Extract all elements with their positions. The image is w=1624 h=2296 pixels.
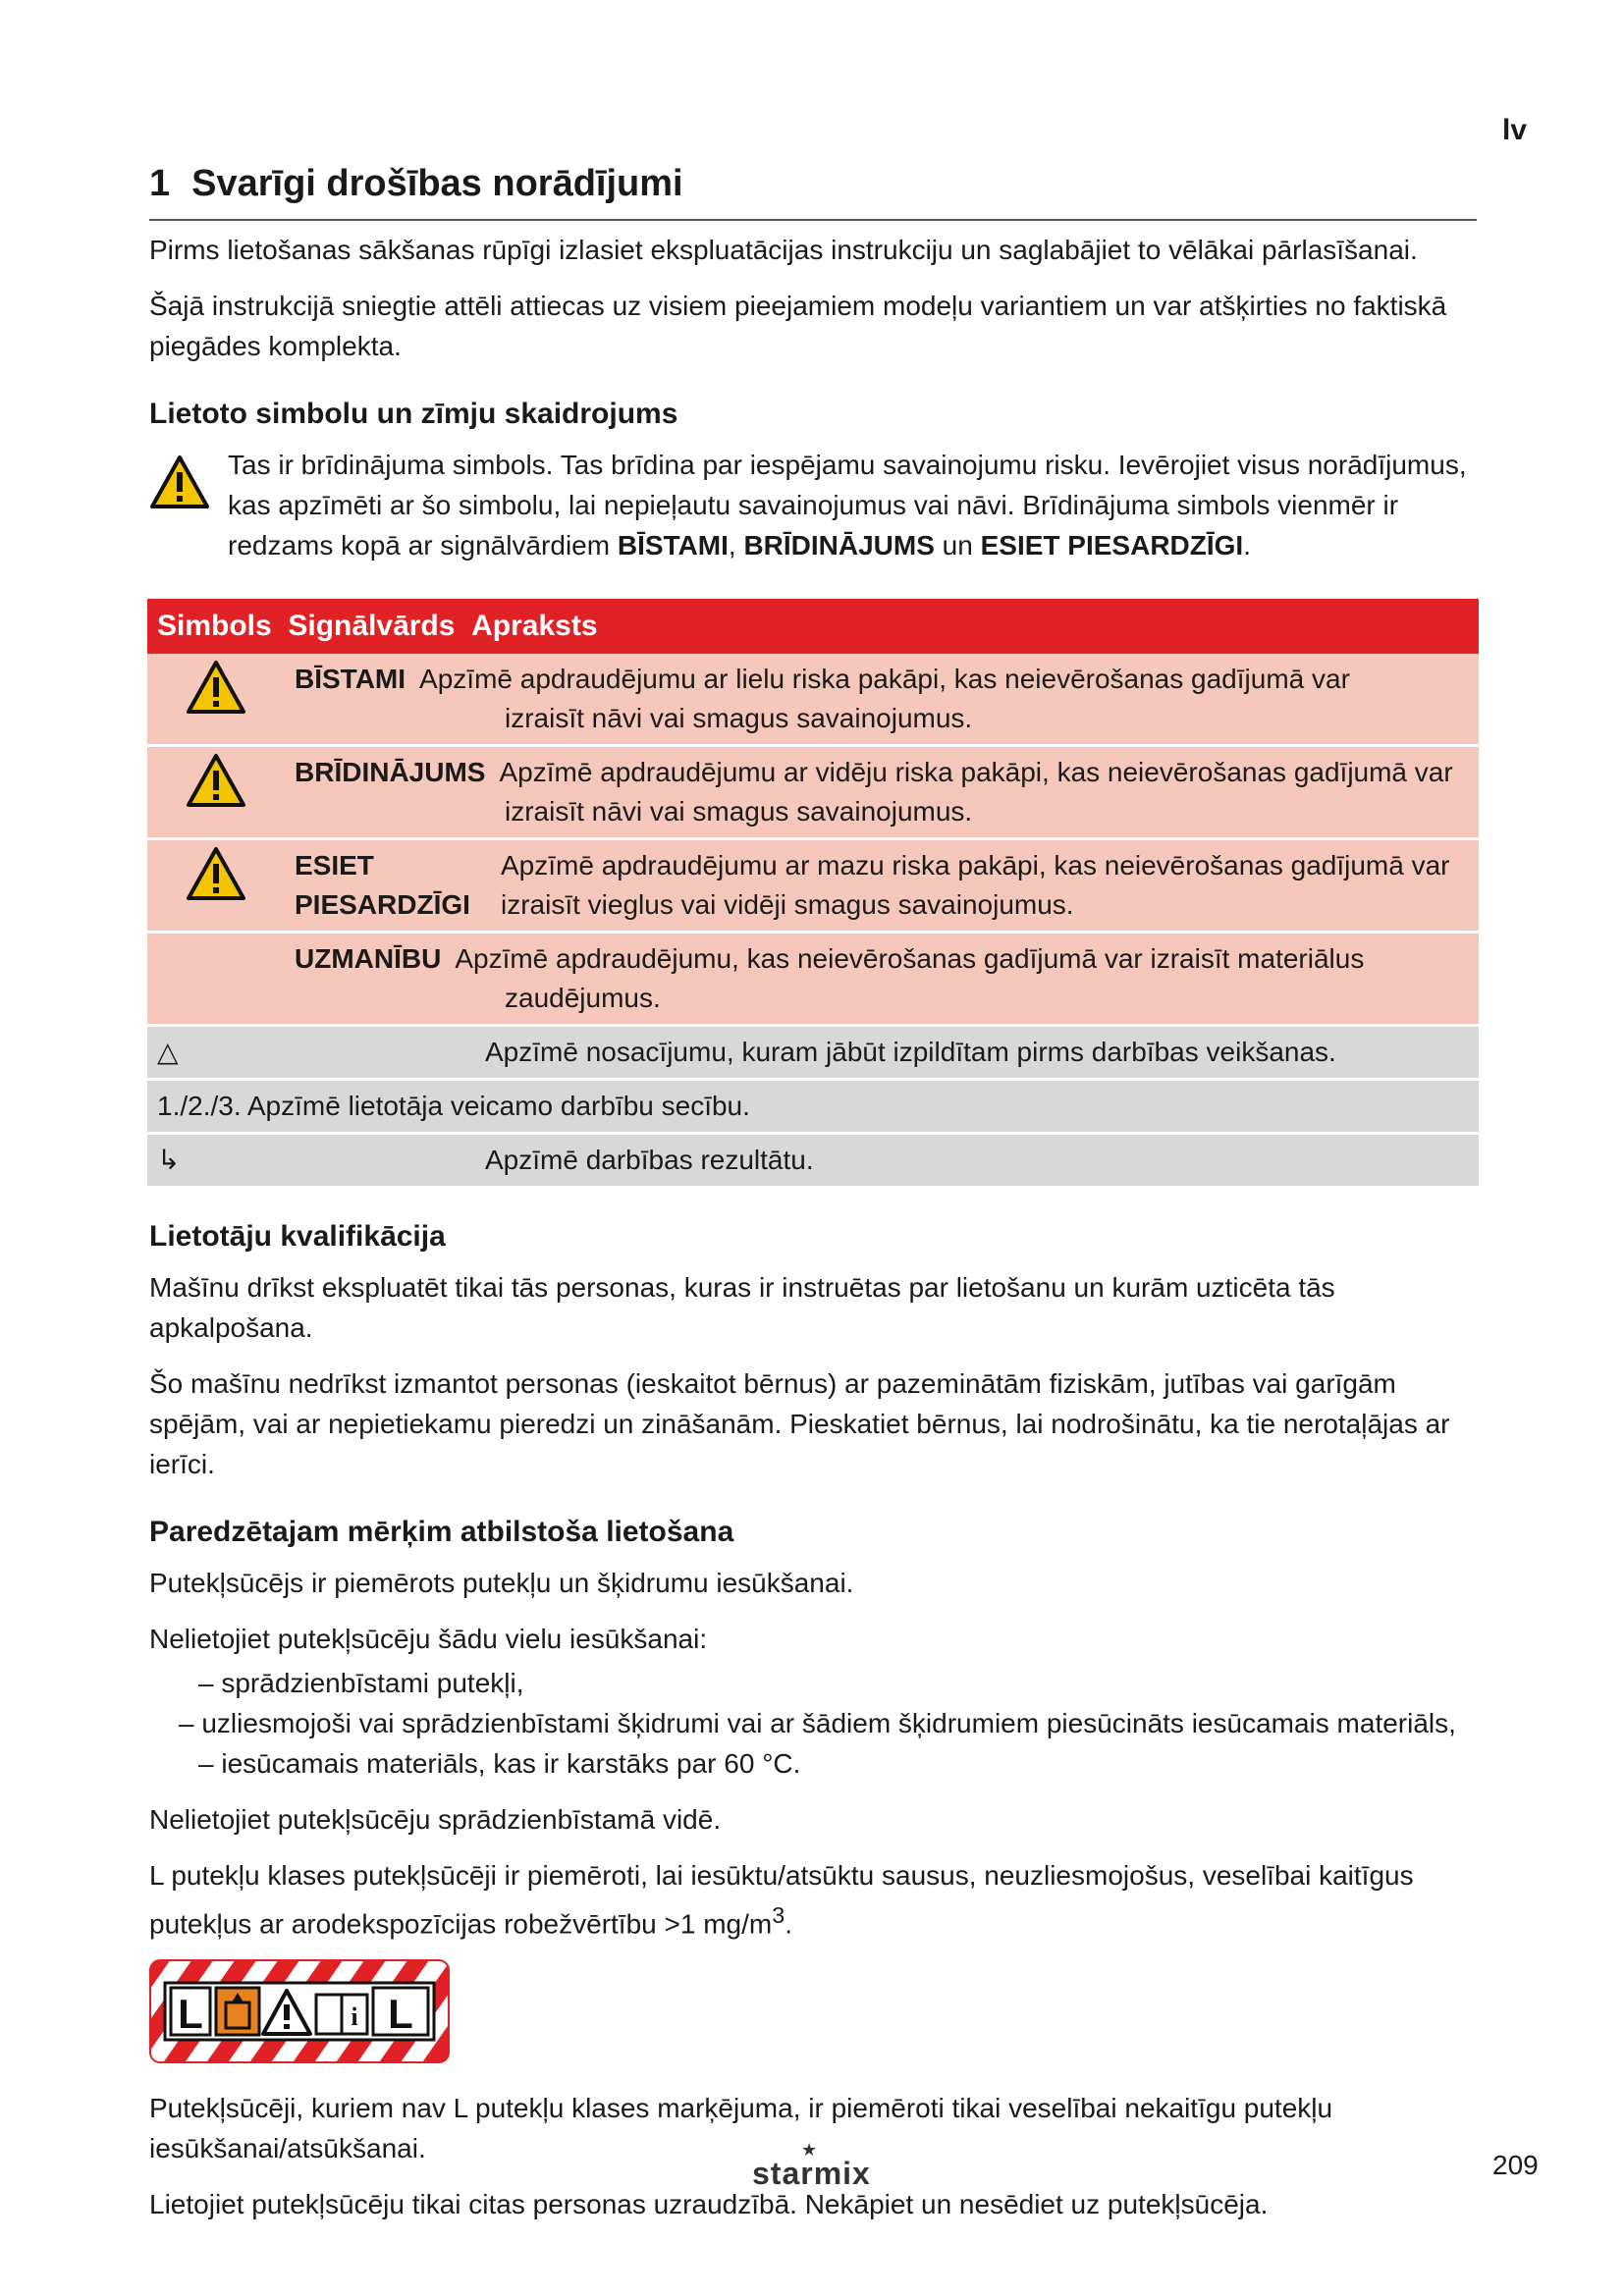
section-number: 1 [149,163,171,204]
qualification-paragraph-1: Mašīnu drīkst ekspluatēt tikai tās personas, kuras ir instruētas par lietošanu un kurām uzticēta tās apkalpošana. [149,1272,1335,1343]
table-header-row [147,599,1479,654]
symbols-heading: Lietoto simbolu un zīmju skaidrojums [149,398,678,430]
warning-triangle-icon [147,746,285,839]
list-item: – uzliesmojoši vai sprādzienbīstami šķidrumi vai ar šādiem šķidrumiem piesūcināts iesūcamais materiāls, [179,1708,1456,1738]
list-item: – iesūcamais materiāls, kas ir karstāks par 60 °C. [198,1748,801,1779]
warning-triangle-icon [149,445,228,565]
table-row: △ Apzīmē nosacījumu, kuram jābūt izpildītam pirms darbības veikšanas. [147,1026,1479,1080]
section-title-text: Svarīgi drošības norādījumi [191,163,683,204]
page-number: 209 [1492,2150,1539,2180]
dust-class-letter: L [178,1991,203,2038]
qualification-heading: Lietotāju kvalifikācija [149,1220,446,1253]
warning-explanation-text: Tas ir brīdinājuma simbols. Tas brīdina par iespējamu savainojumu risku. Ievērojiet visus norādījumus, kas apzīmēti ar šo simbolu, lai nepieļautu savainojumus vai nāvi. Brīdinājuma simbols vienmēr ir redzams kopā ar signālvārdiem BĪSTAMI, BRĪDINĀJUMS un ESIET PIESARDZĪGI. [228,450,1467,561]
intended-use-paragraph-4: L putekļu klases putekļsūcēji ir piemēroti, lai iesūktu/atsūktu sausus, neuzliesmojošus, veselībai kaitīgus putekļus ar arodekspozīcijas robežvērtību >1 $mg/m^3$. [149,1860,1414,1940]
signal-words-table [147,599,1479,1189]
header-signal-word: Signālvārds [288,610,456,642]
intended-use-paragraph-1: Putekļsūcējs ir piemērots putekļu un šķidrumu iesūkšanai. [149,1568,854,1598]
warning-triangle-icon [147,654,285,746]
result-arrow-icon: ↳ [157,1145,181,1175]
table-row: BĪSTAMI Apzīmē apdraudējumu ar lielu riska pakāpi, kas neievērošanas gadījumā var izraisīt nāvi vai smagus savainojumus. [147,654,1479,746]
warning-explanation [149,445,1477,565]
intended-use-paragraph-3: Nelietojiet putekļsūcēju sprādzienbīstamā vidē. [149,1804,722,1835]
condition-triangle-icon: △ [157,1037,179,1067]
table-row: 1./2./3. Apzīmē lietotāja veicamo darbību secību. [147,1080,1479,1134]
table-row: ESIET PIESARDZĪGI Apzīmē apdraudējumu ar mazu riska pakāpi, kas neievērošanas gadījumā var izraisīt vieglus vai vidēji smagus savainojumus. [147,839,1479,933]
intended-use-paragraph-5: Putekļsūcēji, kuriem nav L putekļu klases marķējuma, ir piemēroti tikai veselībai nekaitīgu putekļu iesūkšanai/atsūkšanai. [149,2093,1333,2164]
intended-use-heading: Paredzētajam mērķim atbilstoša lietošana [149,1516,734,1548]
prohibited-materials-list [149,1663,1477,1784]
dust-class-l-mark-icon [149,1959,1477,2068]
table-row: ↳ Apzīmē darbības rezultātu. [147,1134,1479,1188]
section-title [149,163,1477,221]
table-row: BRĪDINĀJUMS Apzīmē apdraudējumu ar vidēju riska pakāpi, kas neievērošanas gadījumā var izraisīt nāvi vai smagus savainojumus. [147,746,1479,839]
warning-triangle-icon [147,839,285,933]
language-code: lv [1502,114,1528,146]
svg-text:i: i [351,2002,358,2032]
header-description: Apraksts [471,610,598,642]
starmix-logo: ★ starmix [752,2140,871,2191]
dust-class-letter: L [388,1991,413,2038]
intro-paragraph-2: Šajā instrukcijā sniegtie attēli attiecas uz visiem pieejamiem modeļu variantiem un var atšķirties no faktiskā piegādes komplekta. [149,291,1447,361]
intended-use-paragraph-6: Lietojiet putekļsūcēju tikai citas personas uzraudzībā. Nekāpiet un nesēdiet uz putekļsūcēja. [149,2189,1269,2220]
list-item: – sprādzienbīstami putekļi, [198,1668,524,1698]
intended-use-paragraph-2: Nelietojiet putekļsūcēju šādu vielu iesūkšanai: [149,1624,708,1654]
step-sequence-symbol: 1./2./3. [157,1091,242,1121]
table-row: UZMANĪBU Apzīmē apdraudējumu, kas neievērošanas gadījumā var izraisīt materiālus zaudējumus. [147,933,1479,1026]
intro-paragraph-1: Pirms lietošanas sākšanas rūpīgi izlasiet ekspluatācijas instrukciju un saglabājiet to vēlākai pārlasīšanai. [149,235,1418,265]
content [149,230,1477,2240]
star-icon: ★ [801,2140,819,2160]
header-symbol: Simbols [157,610,272,642]
qualification-paragraph-2: Šo mašīnu nedrīkst izmantot personas (ieskaitot bērnus) ar pazeminātām fiziskām, jutības vai garīgām spējām, vai ar nepietiekamu pieredzi un zināšanām. Pieskatiet bērnus, lai nodrošinātu, ka tie nerotaļājas ar ierīci. [149,1368,1450,1479]
